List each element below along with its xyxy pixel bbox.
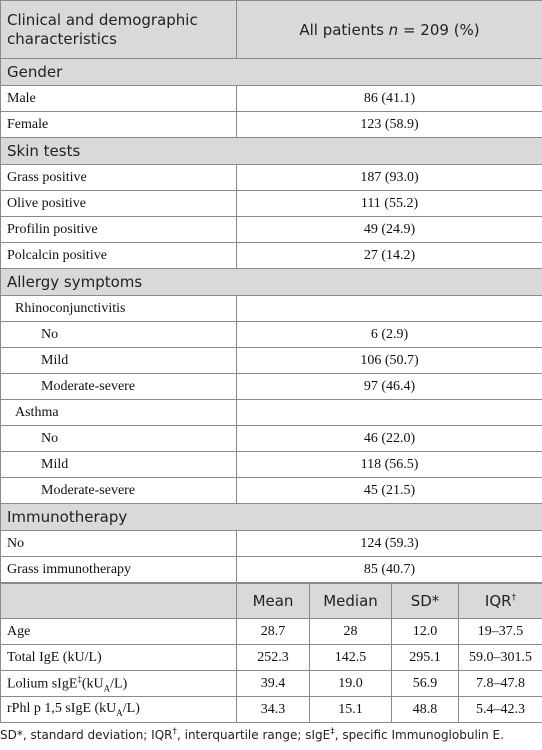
row-label: Rhinoconjunctivitis (1, 296, 237, 322)
row-value (237, 296, 542, 322)
row-value: 124 (59.3) (237, 531, 542, 557)
row-value: 85 (40.7) (237, 557, 542, 583)
stats-header-iqr (459, 584, 542, 619)
table-row (1, 243, 542, 269)
stats-header-median: Median (310, 584, 392, 619)
iqr-label: IQR (484, 592, 512, 610)
row-label: Polcalcin positive (1, 243, 237, 269)
stats-header-row (1, 584, 542, 619)
table-row (1, 400, 542, 426)
header-n: n (388, 20, 399, 39)
table-row (1, 348, 542, 374)
stats-mean: 252.3 (237, 645, 310, 671)
label-part: (kU (81, 676, 104, 692)
stats-median: 15.1 (310, 697, 392, 723)
table-row (1, 557, 542, 583)
stats-row-label (1, 697, 237, 723)
section-header-row (1, 504, 542, 531)
row-label: Grass positive (1, 165, 237, 191)
row-value: 106 (50.7) (237, 348, 542, 374)
row-value: 118 (56.5) (237, 452, 542, 478)
header-all-patients-prefix: All patients (299, 20, 389, 39)
footnote-part: , specific Immunoglobulin E. (334, 728, 504, 742)
iqr-mark: † (511, 593, 517, 603)
header-all-patients (237, 1, 542, 59)
table-row (1, 165, 542, 191)
section-title: Immunotherapy (1, 504, 542, 531)
header-line2: characteristics (7, 29, 117, 48)
stats-header-sd (392, 584, 459, 619)
table-row (1, 531, 542, 557)
header-line1: Clinical and demographic (7, 10, 198, 29)
label-sub: A (103, 683, 111, 694)
footnote-part: SD*, standard deviation; IQR (0, 728, 173, 742)
header-all-patients-suffix: = 209 (%) (398, 20, 480, 39)
stats-iqr: 7.8–47.8 (459, 671, 542, 697)
stats-header-blank (1, 584, 237, 619)
row-value: 97 (46.4) (237, 374, 542, 400)
section-header-row (1, 138, 542, 165)
row-value: 27 (14.2) (237, 243, 542, 269)
stats-iqr: 19–37.5 (459, 619, 542, 645)
stats-mean: 34.3 (237, 697, 310, 723)
table-row (1, 191, 542, 217)
table-row (1, 86, 542, 112)
row-label: Olive positive (1, 191, 237, 217)
label-sub: A (116, 707, 123, 718)
row-label: Moderate-severe (1, 478, 237, 504)
stats-header-mean: Mean (237, 584, 310, 619)
row-label: Asthma (1, 400, 237, 426)
section-header-row (1, 269, 542, 296)
label-part: rPhl p 1,5 sIgE (kU (7, 701, 117, 717)
stats-sd: 56.9 (392, 671, 459, 697)
table-row (1, 452, 542, 478)
stats-row-label: Total IgE (kU/L) (1, 645, 237, 671)
stats-row (1, 671, 542, 697)
section-header-row (1, 59, 542, 86)
row-label: No (1, 531, 237, 557)
stats-sd: 48.8 (392, 697, 459, 723)
table-row (1, 112, 542, 138)
row-value: 49 (24.9) (237, 217, 542, 243)
row-value: 123 (58.9) (237, 112, 542, 138)
sd-label: SD (410, 592, 432, 610)
section-title: Gender (1, 59, 542, 86)
stats-row (1, 645, 542, 671)
row-value: 45 (21.5) (237, 478, 542, 504)
stats-mean: 39.4 (237, 671, 310, 697)
row-label: Grass immunotherapy (1, 557, 237, 583)
row-label: Mild (1, 452, 237, 478)
row-label: No (1, 426, 237, 452)
row-value (237, 400, 542, 426)
table-row (1, 296, 542, 322)
statistics-table (0, 583, 542, 723)
header-characteristics (1, 1, 237, 59)
stats-median: 142.5 (310, 645, 392, 671)
label-part: /L) (122, 701, 140, 717)
stats-row-label: Age (1, 619, 237, 645)
stats-row-label (1, 671, 237, 697)
row-value: 86 (41.1) (237, 86, 542, 112)
sd-mark: * (431, 592, 440, 610)
row-value: 111 (55.2) (237, 191, 542, 217)
stats-row (1, 697, 542, 723)
table-footnote (0, 727, 504, 742)
footnote-mark: † (172, 727, 177, 737)
table-row (1, 426, 542, 452)
section-title: Allergy symptoms (1, 269, 542, 296)
stats-median: 28 (310, 619, 392, 645)
row-value: 6 (2.9) (237, 322, 542, 348)
stats-iqr: 5.4–42.3 (459, 697, 542, 723)
stats-iqr: 59.0–301.5 (459, 645, 542, 671)
row-label: Moderate-severe (1, 374, 237, 400)
stats-sd: 12.0 (392, 619, 459, 645)
stats-mean: 28.7 (237, 619, 310, 645)
row-value: 187 (93.0) (237, 165, 542, 191)
table-row (1, 322, 542, 348)
row-value: 46 (22.0) (237, 426, 542, 452)
table-row (1, 478, 542, 504)
row-label: No (1, 322, 237, 348)
row-label: Profilin positive (1, 217, 237, 243)
stats-sd: 295.1 (392, 645, 459, 671)
table-row (1, 217, 542, 243)
table-header-row (1, 1, 542, 59)
stats-median: 19.0 (310, 671, 392, 697)
table-row (1, 374, 542, 400)
label-part: /L) (110, 676, 128, 692)
row-label: Female (1, 112, 237, 138)
label-part: Lolium sIgE (7, 676, 78, 692)
label-mark: ‡ (77, 673, 82, 684)
section-title: Skin tests (1, 138, 542, 165)
row-label: Male (1, 86, 237, 112)
row-label: Mild (1, 348, 237, 374)
stats-row (1, 619, 542, 645)
footnote-part: , interquartile range; sIgE (176, 728, 331, 742)
footnote-mark: ‡ (330, 727, 335, 737)
